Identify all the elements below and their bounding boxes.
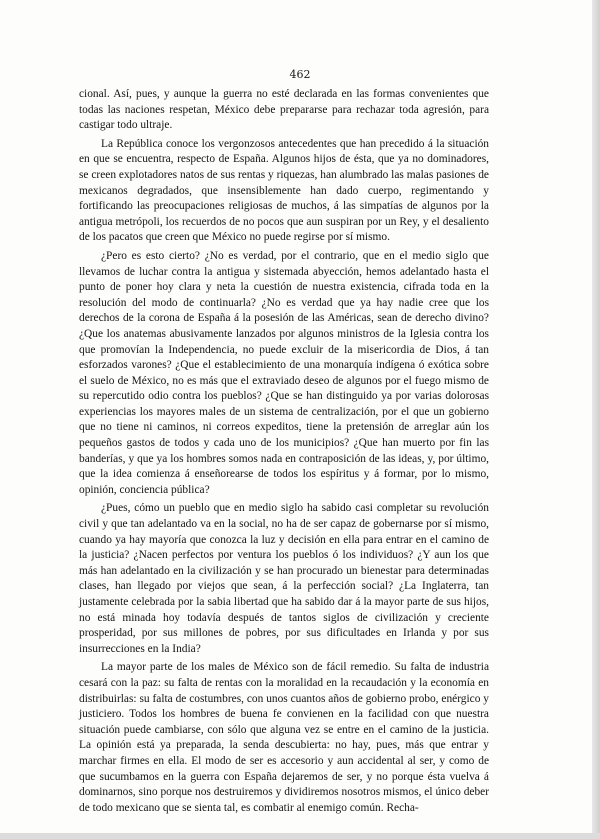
paragraph-questions: ¿Pero es esto cierto? ¿No es verdad, por el contrario, que en el medio siglo que llevamos de luchar contra la antigua y sistemada abyección, hemos adelantado hasta el punto de poner hoy clara y neta la cuestión de nuestra existencia, cifrada toda en la resolución del modo de continuarla? ¿No es verdad que ya hay nadie cree que los derechos de la corona de España á la posesión de las Américas, sean de derecho divino? ¿Que los anatemas abusivamente lanzados por algunos ministros de la Iglesia contra los que promovían la Independencia, no puede excluir de la misericordia de Dios, á tan esforzados varones? ¿Que el establecimiento de una monarquía indígena ó exótica sobre el suelo de México, no es más que el extraviado deseo de algunos por el fuego mismo de su repercutido odio contra los pueblos? ¿Que se han distinguido ya por varias dolorosas experiencias los mayores males de un sistema de centralización, por el que un gobierno que no tiene ni caminos, ni correos expeditos, tiene la pretensión de arreglar aún los pequeños gastos de todos y cada uno de los municipios? ¿Que han muerto por fin las banderías, y que ya los hombres somos nada en contraposición de las ideas, y, por último, que la idea comienza á enseñorearse de todos los espíritus y á formar, por lo mismo, opinión, conciencia pública? bbox=[79, 249, 489, 496]
paragraph-continuation: cional. Así, pues, y aunque la guerra no esté declarada en las formas convenientes que todas las naciones respetan, México debe prepararse para rechazar toda agresión, para castigar todo ultraje. bbox=[79, 88, 489, 132]
body-text bbox=[79, 87, 489, 816]
paragraph-pueblo: ¿Pues, cómo un pueblo que en medio siglo ha sabido casi completar su revolución civil y que tan adelantado va en la social, no ha de ser capaz de gobernarse por sí mismo, cuando ya hay mayoría que conozca la luz y decisión en ella para entrar en el camino de la justicia? ¿Nacen perfectos por ventura los pueblos ó los individuos? ¿Y aun los que más han adelantado en la civilización y se han procurado un bienestar para determinadas clases, han llegado por viejos que sean, á la perfección social? ¿La Inglaterra, tan justamente celebrada por la sabia libertad que ha sabido dar á la mayor parte de sus hijos, no está minada hoy todavía después de tantos siglos de civilización y creciente prosperidad, por sus millones de pobres, por sus dificultades en Irlanda y por sus insurrecciones en la India? bbox=[79, 502, 489, 655]
page-edge-shadow bbox=[592, 0, 600, 839]
paragraph-males: La mayor parte de los males de México son de fácil remedio. Su falta de industria cesará con la paz: su falta de rentas con la moralidad en la recaudación y la economía en distribuirlas: su falta de costumbres, con unos cuantos años de gobierno probo, enérgico y justiciero. Todos los hombres de buena fe convienen en la facilidad con que nuestra situación puede cambiarse, con sólo que alguna vez se entre en el camino de la justicia. La opinión está ya preparada, la senda descubierta: no hay, pues, más que entrar y marchar firmes en ella. El modo de ser es accesorio y aun accidental al ser, y como de que sucumbamos en la guerra con España dejaremos de ser, y no porque ésta vuelva á dominarnos, sino porque nos destruiremos y dividiremos nosotros mismos, el único deber de todo mexicano que se sienta tal, es combatir al enemigo común. Recha- bbox=[79, 661, 489, 814]
page-number: 462 bbox=[289, 68, 311, 81]
page-bottom-edge bbox=[0, 833, 600, 839]
paragraph-republica: La República conoce los vergonzosos antecedentes que han precedido á la situación en que se encuentra, respecto de España. Algunos hijos de ésta, que ya no dominadores, se creen explotadores natos de sus rentas y riquezas, han alumbrado las malas pasiones de mexicanos degradados, que insensiblemente han dado cuerpo, regimentando y fortificando las preocupaciones religiosas de muchos, á las simpatías de algunos por la antigua metrópoli, los recuerdos de no pocos que aun suspiran por un Rey, y el desaliento de los pacatos que creen que México no puede regirse por sí mismo. bbox=[79, 137, 489, 244]
